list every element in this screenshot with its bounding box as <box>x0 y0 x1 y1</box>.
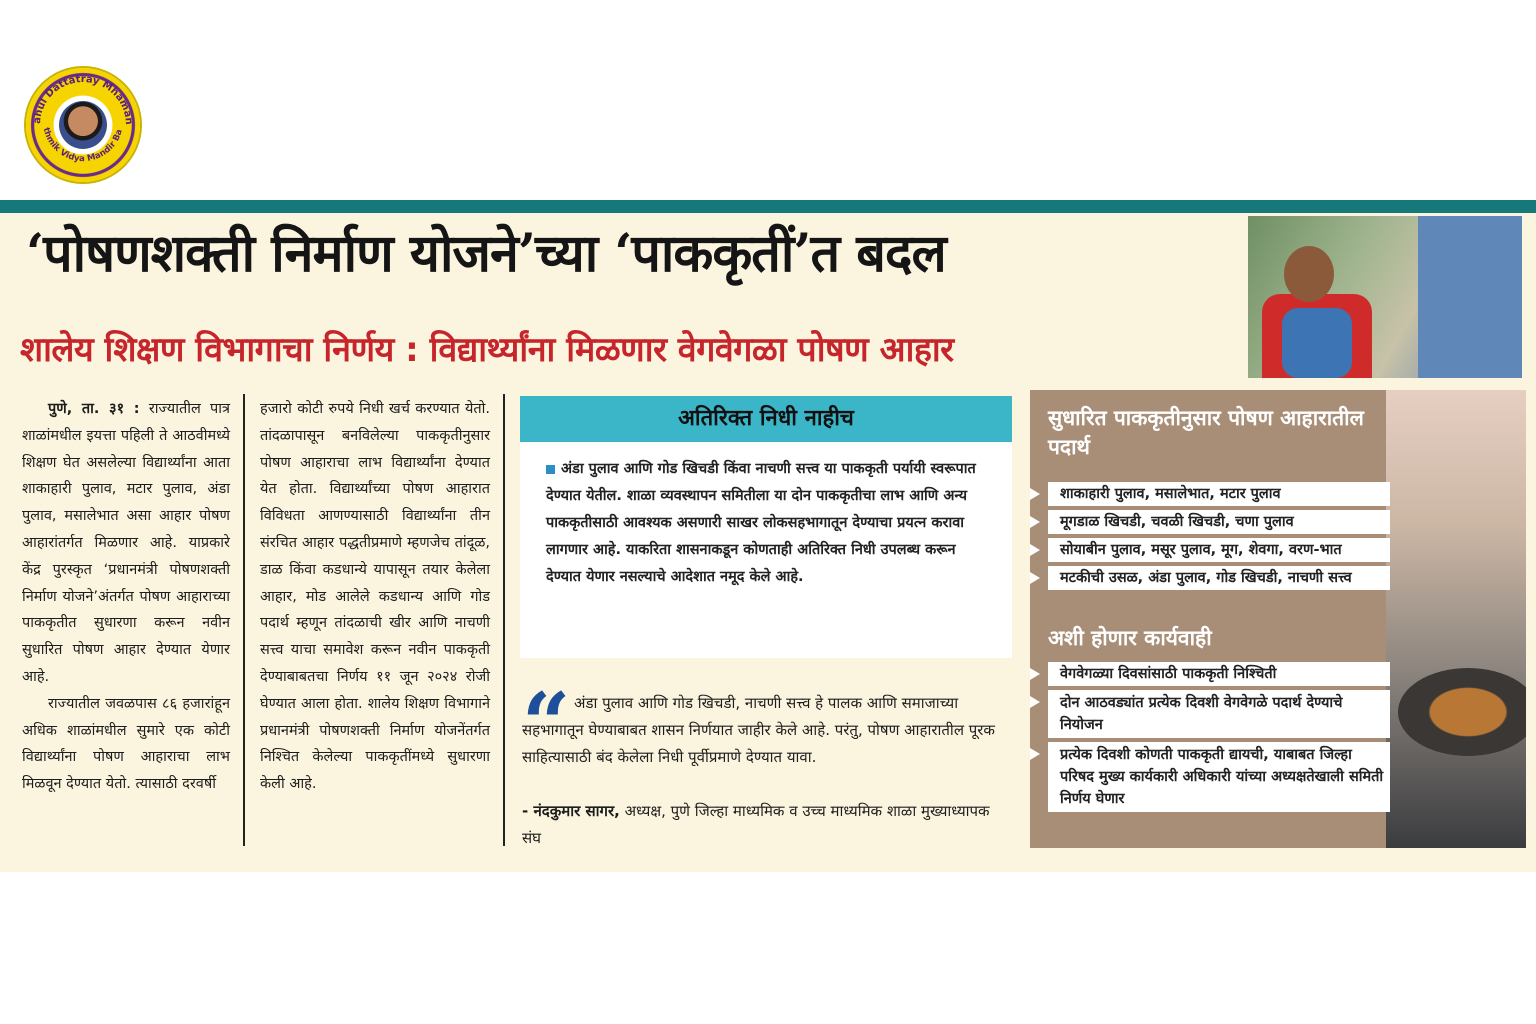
dateline: पुणे, ता. ३१ : <box>48 401 140 417</box>
column1-paragraph2: राज्यातील जवळपास ८६ हजारांहून अधिक शाळांमधील सुमारे एक कोटी विद्यार्थ्यांना पोषण आहाराचा लाभ मिळवून देण्यात येतो. त्यासाठी दरवर्षी <box>22 695 230 793</box>
svg-text:Rahul Dattatray Mhamane: ahul Dattatray Mhaman <box>31 74 135 126</box>
logo-ring-text <box>26 68 140 182</box>
panel-title-recipes: सुधारित पाककृतीनुसार पोषण आहारातील पदार्थ <box>1048 406 1364 459</box>
top-accent-bar <box>0 200 1536 213</box>
subheadline: शालेय शिक्षण विभागाचा निर्णय : विद्यार्थ्यांना मिळणार वेगवेगळा पोषण आहार <box>20 330 954 370</box>
headline: ‘पोषणशक्ती निर्माण योजने’च्या ‘पाककृतीं’त बदल <box>26 223 946 284</box>
article-column-1 <box>22 396 230 798</box>
quote-text: अंडा पुलाव आणि गोड खिचडी, नाचणी सत्त्व हे पालक आणि समाजाच्या सहभागातून घेण्याबाबत शासन निर्णयात जाहीर केले आहे. परंतु, पोषण आहारातील पूरक साहित्यासाठी बंद केलेला निधी पूर्वीप्रमाणे देण्यात यावा. <box>522 694 995 766</box>
recipes-list <box>1030 482 1390 594</box>
bullet-square-icon <box>546 465 555 474</box>
cooking-photo <box>1386 390 1526 848</box>
extra-funds-box <box>520 396 1012 658</box>
quote-author: - नंदकुमार सागर, अध्यक्ष, पुणे जिल्हा माध्यमिक व उच्च माध्यमिक शाळा मुख्याध्यापक संघ <box>522 802 990 847</box>
list-item: मटकीची उसळ, अंडा पुलाव, गोड खिचडी, नाचणी सत्त्व <box>1048 566 1390 590</box>
recipes-info-panel <box>1030 390 1526 848</box>
author-logo-badge <box>26 68 140 182</box>
extra-funds-text: अंडा पुलाव आणि गोड खिचडी किंवा नाचणी सत्त्व या पाककृती पर्यायी स्वरूपात देण्यात येतील. शाळा व्यवस्थापन समितीला या दोन पाककृतीचा लाभ आणि अन्य पाककृतीसाठी आवश्यक असणारी साखर लोकसहभागातून देण्याचा प्रयत्न करावा लागणार आहे. याकरिता शासनाकडून कोणताही अतिरिक्त निधी उपलब्ध करून देण्यात येणार नसल्याचे आदेशात नमूद केले आहे. <box>546 461 976 585</box>
list-item: शाकाहारी पुलाव, मसालेभात, मटार पुलाव <box>1048 482 1390 506</box>
list-item: मूगडाळ खिचडी, चवळी खिचडी, चणा पुलाव <box>1048 510 1390 534</box>
quote-mark-icon: “ <box>522 674 571 773</box>
column-divider <box>243 394 245 846</box>
column1-paragraph1: राज्यातील पात्र शाळांमधील इयत्ता पहिली ते आठवीमध्ये शिक्षण घेत असलेल्या विद्यार्थ्यांना आता शाकाहारी पुलाव, मटार पुलाव, अंडा पुलाव, मसालेभात असा आहार पोषण आहारांतर्गत मिळणार आहे. याप्रकारे केंद्र पुरस्कृत ‘प्रधानमंत्री पोषणशक्ती निर्माण योजने’अंतर्गत पोषण आहाराच्या पाककृतीत सुधारणा करून नवीन सुधारित पोषण आहार देण्यात येणार आहे. <box>22 401 231 685</box>
list-item: वेगवेगळ्या दिवसांसाठी पाककृती निश्चिती <box>1048 662 1390 686</box>
extra-funds-title: अतिरिक्त निधी नाहीच <box>520 396 1012 442</box>
svg-text:Prathmik Vidya Mandir Barshi: thmik Vidya Mandir Ba <box>40 126 125 165</box>
list-item: सोयाबीन पुलाव, मसूर पुलाव, मूग, शेवगा, वरण-भात <box>1048 538 1390 562</box>
frying-pan-image <box>1398 668 1526 756</box>
process-list <box>1030 662 1390 816</box>
list-item: दोन आठवड्यांत प्रत्येक दिवशी वेगवेगळे पदार्थ देण्याचे नियोजन <box>1048 690 1390 738</box>
column-divider <box>503 394 505 846</box>
list-item: प्रत्येक दिवशी कोणती पाककृती द्यायची, याबाबत जिल्हा परिषद मुख्य कार्यकारी अधिकारी यांच्या अध्यक्षतेखाली समिती निर्णय घेणार <box>1048 742 1390 812</box>
child-with-parent-photo <box>1248 216 1522 378</box>
article-column-2 <box>260 396 490 798</box>
panel-title-process: अशी होणार कार्यवाही <box>1048 626 1212 650</box>
column2-paragraph: हजारो कोटी रुपये निधी खर्च करण्यात येतो. तांदळापासून बनविलेल्या पाककृतीनुसार पोषण आहाराचा लाभ विद्यार्थ्यांना देण्यात येत होता. विद्यार्थ्यांच्या पोषण आहारात विविधता आणण्यासाठी विद्यार्थ्यांना तीन संरचित आहार पद्धतीप्रमाणे म्हणजेच तांदूळ, डाळ किंवा कडधान्ये यापासून तयार केलेला आहार, मोड आलेले कडधान्य आणि गोड पदार्थ म्हणून तांदळाची खीर आणि नाचणी सत्त्व याचा समावेश करून नवीन पाककृती देण्याबाबतचा निर्णय ११ जून २०२४ रोजी घेण्यात आला होता. शालेय शिक्षण विभागाने प्रधानमंत्री पोषणशक्ती निर्माण योजनेंतर्गत निश्चित केलेल्या पाककृतींमध्ये सुधारणा केली आहे. <box>260 401 490 793</box>
